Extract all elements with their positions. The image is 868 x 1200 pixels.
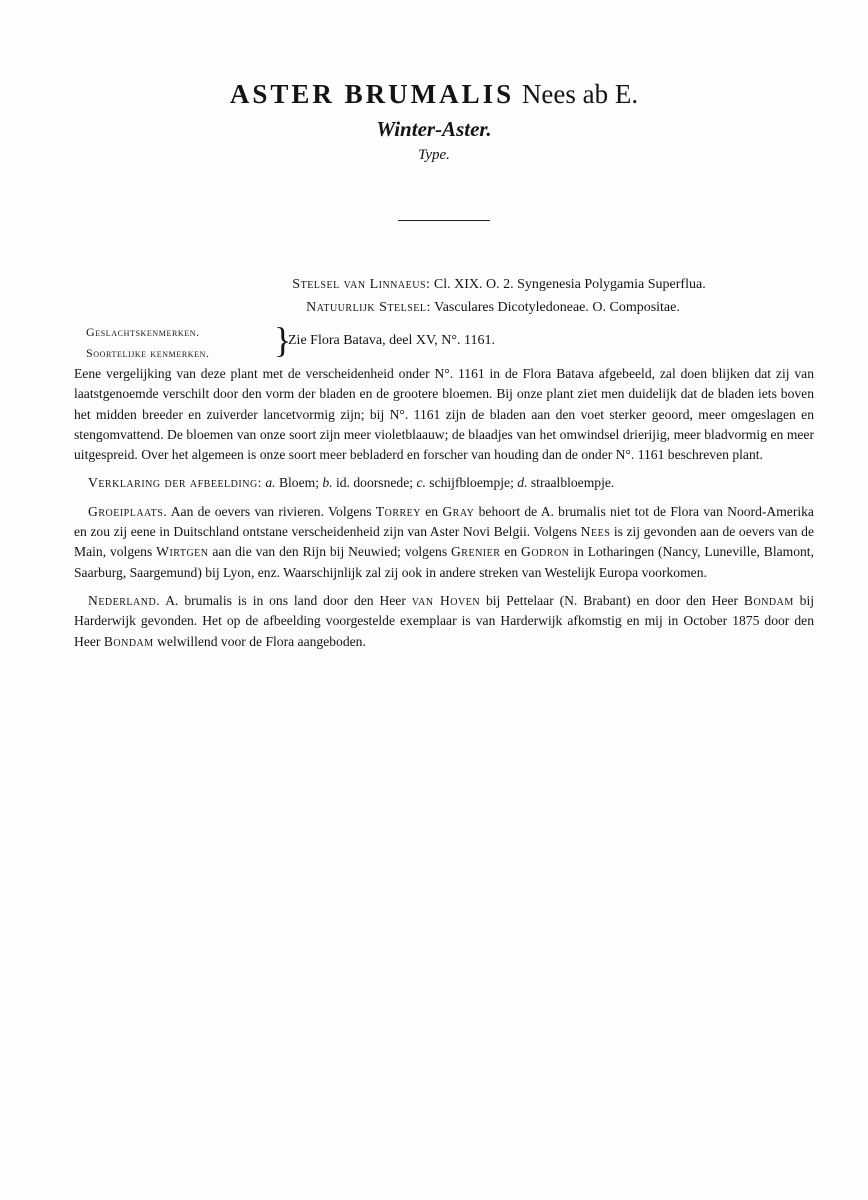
brace-glyph: } xyxy=(274,320,292,360)
natural-system-value: Vasculares Dicotyledoneae. O. Compositae. xyxy=(434,300,680,315)
verklaring-a-letter: a. xyxy=(265,475,276,491)
author-torrey: Torrey xyxy=(375,503,421,519)
title-genus: ASTER BRUMALIS xyxy=(229,79,515,109)
type-label: Type. xyxy=(418,147,450,163)
natural-system-line xyxy=(0,296,868,319)
verklaring-paragraph xyxy=(74,473,814,493)
linnaeus-label: Stelsel van Linnaeus: xyxy=(292,277,431,292)
nederland-text-1: A. brumalis is in ons land door den Heer xyxy=(165,592,406,608)
verklaring-c: schijfbloempje; xyxy=(429,475,514,491)
body-text xyxy=(74,364,814,660)
nederland-text-3: bij Harderwijk gevonden. Het op de afbeelding voorgestelde exemplaar is van Harderwijk afkomstig en mij in October 1875 door den Heer xyxy=(74,592,814,649)
person-bondam-2: Bondam xyxy=(103,633,154,649)
genus-characters-label: Geslachtskenmerken. xyxy=(86,325,200,339)
title-block xyxy=(0,76,868,166)
groeiplaats-text-4: is zij gevonden aan de oevers van de Main, volgens xyxy=(74,524,814,560)
nederland-paragraph xyxy=(74,591,814,652)
verklaring-c-letter: c. xyxy=(416,475,426,491)
classification-systems xyxy=(0,273,868,319)
author-grenier: Grenier xyxy=(450,544,501,560)
page-subtitle: Winter-Aster. xyxy=(376,117,492,141)
title-divider xyxy=(398,220,490,221)
verklaring-a: Bloem; xyxy=(278,475,319,491)
verklaring-b: id. doorsnede; xyxy=(336,475,414,491)
groeiplaats-paragraph xyxy=(74,502,814,583)
page-title xyxy=(0,76,868,112)
verklaring-b-letter: b. xyxy=(322,475,333,491)
groeiplaats-text-5: aan die van den Rijn bij Neuwied; volgens xyxy=(212,544,448,560)
title-author: Nees ab E. xyxy=(521,79,639,109)
kenmerken-reference: Zie Flora Batava, deel XV, N°. 1161. xyxy=(288,333,495,348)
groeiplaats-text-1: Aan de oevers van rivieren. Volgens xyxy=(170,503,372,519)
species-characters-label: Soortelijke kenmerken. xyxy=(86,346,210,360)
author-nees: Nees xyxy=(580,524,611,540)
groeiplaats-text-7: in Lotharingen (Nancy, Luneville, Blamont, Saarburg, Saargemund) bij Lyon, enz. Waarschijnlijk zal zij ook in andere streken van Westelijk Europa voorkomen. xyxy=(74,544,814,580)
author-gray: Gray xyxy=(442,503,475,519)
groeiplaats-label: Groeiplaats. xyxy=(88,503,168,519)
verklaring-d: straalbloempje. xyxy=(530,475,615,491)
groeiplaats-text-6: en xyxy=(504,544,518,560)
linnaeus-line xyxy=(0,273,868,296)
verklaring-d-letter: d. xyxy=(517,475,528,491)
author-wirtgen: Wirtgen xyxy=(156,544,209,560)
author-godron: Godron xyxy=(521,544,570,560)
linnaeus-value: Cl. XIX. O. 2. Syngenesia Polygamia Superflua. xyxy=(433,277,706,292)
kenmerken-labels xyxy=(86,322,210,364)
person-bondam-1: Bondam xyxy=(743,592,794,608)
nederland-label: Nederland. xyxy=(88,592,161,608)
groeiplaats-text-3: behoort de A. brumalis niet tot de Flora van Noord-Amerika en zou zij eene in Duitschland ontstane verscheidenheid zijn van Aster Novi Belgii. Volgens xyxy=(74,503,814,540)
nederland-text-2: bij Pettelaar (N. Brabant) en door den Heer xyxy=(485,592,739,608)
comparison-paragraph: Eene vergelijking van deze plant met de verscheidenheid onder N°. 1161 in de Flora Batava afgebeeld, zal doen blijken dat zij van laatstgenoemde verschilt door den vorm der bladen en de grootere bloemen. Bij onze plant ziet men duidelijk dat de bladen iets boven het midden breeder en zuiverder lancetvormig zijn; bij N°. 1161 zijn de bladen aan den voet sterker geoord, meer omgeslagen en stengomvattend. De bloemen van onze soort zijn meer violetblaauw; de blaadjes van het omwindsel drierijig, meer bladvormig en meer uitgespreid. Over het algemeen is onze soort meer bebladerd en forscher van houding dan de onder N°. 1161 beschreven plant. xyxy=(74,366,814,463)
kenmerken-block xyxy=(86,320,786,364)
verklaring-label: Verklaring der afbeelding: xyxy=(88,475,262,491)
natural-system-label: Natuurlijk Stelsel: xyxy=(306,300,431,315)
person-van-hoven: van Hoven xyxy=(411,592,481,608)
groeiplaats-text-2: en xyxy=(425,503,439,519)
nederland-text-4: welwillend voor de Flora aangeboden. xyxy=(157,633,366,649)
